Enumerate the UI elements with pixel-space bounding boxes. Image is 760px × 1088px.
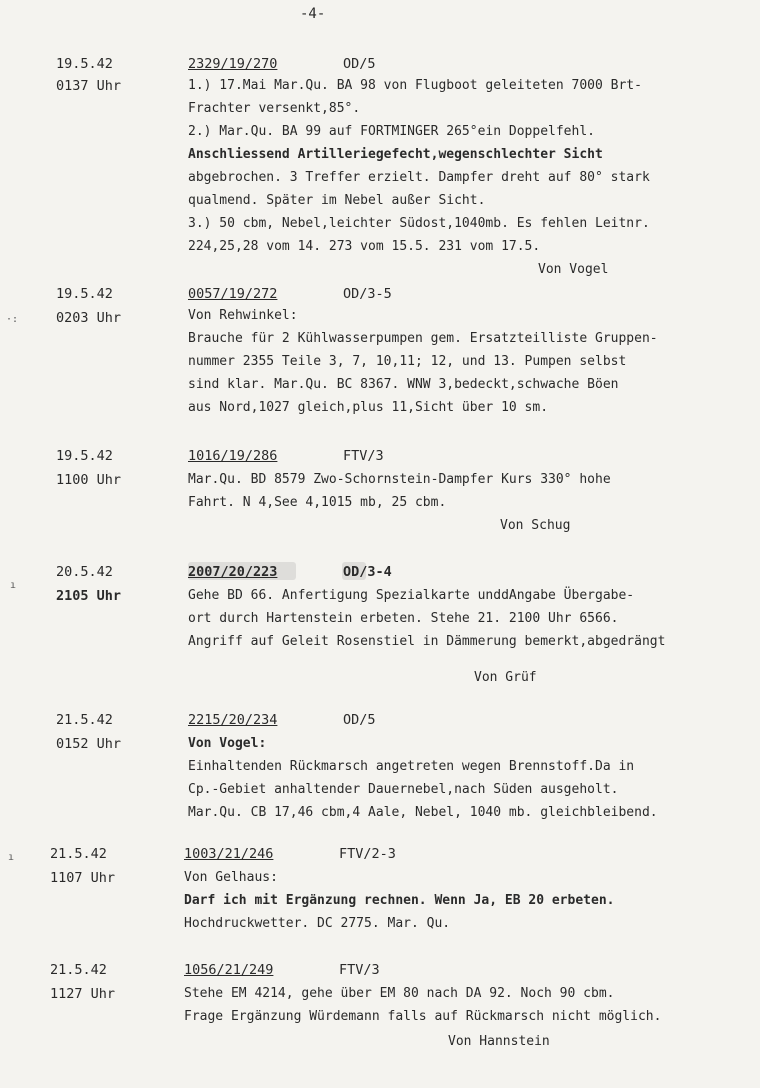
entry-classification: OD/3-5 (343, 286, 392, 302)
entry-reference: 1003/21/246 (184, 846, 274, 862)
entry-line: Frachter versenkt,85°. (188, 101, 361, 116)
entry-header (188, 712, 376, 728)
entry-line: 2.) Mar.Qu. BA 99 auf FORTMINGER 265°ein Doppelfehl. (188, 124, 595, 139)
entry-reference: 2007/20/223 (188, 564, 278, 580)
entry-date: 19.5.42 (56, 448, 113, 464)
entry-date: 21.5.42 (56, 712, 113, 728)
entry-line: qualmend. Später im Nebel außer Sicht. (188, 193, 486, 208)
entry-line: Stehe EM 4214, gehe über EM 80 nach DA 92. Noch 90 cbm. (184, 986, 615, 1001)
entry-line: ort durch Hartenstein erbeten. Stehe 21. 2100 Uhr 6566. (188, 611, 619, 626)
entry-line: Mar.Qu. BD 8579 Zwo-Schornstein-Dampfer Kurs 330° hohe (188, 472, 611, 487)
entry-text (188, 304, 658, 419)
entry-line: sind klar. Mar.Qu. BC 8367. WNW 3,bedeckt,schwache Böen (188, 377, 619, 392)
entry-header (188, 448, 384, 464)
entry-date: 19.5.42 (56, 56, 113, 72)
entry-date: 21.5.42 (50, 962, 107, 978)
entry-reference: 2215/20/234 (188, 712, 278, 728)
entry-line: Frage Ergänzung Würdemann falls auf Rückmarsch nicht möglich. (184, 1009, 662, 1024)
margin-mark: ı (8, 852, 15, 863)
entry-reference: 1016/19/286 (188, 448, 278, 464)
entry-line: Anschliessend Artilleriegefecht,wegenschlechter Sicht (188, 147, 603, 162)
entry-line: Von Vogel: (188, 736, 267, 751)
entry-text (188, 468, 611, 514)
entry-time: 0137 Uhr (56, 78, 122, 94)
entry-text (188, 74, 650, 258)
margin-mark: ı (10, 580, 17, 591)
entry-line: Von Gelhaus: (184, 870, 278, 885)
entry-signature: Von Grüf (474, 670, 537, 685)
entry-classification: OD/5 (343, 712, 376, 728)
entry-line: abgebrochen. 3 Treffer erzielt. Dampfer dreht auf 80° stark (188, 170, 650, 185)
entry-line: aus Nord,1027 gleich,plus 11,Sicht über 10 sm. (188, 400, 549, 415)
entry-time: 1100 Uhr (56, 472, 122, 488)
entry-text (184, 866, 614, 935)
entry-signature: Von Hannstein (448, 1034, 550, 1049)
entry-time: 1107 Uhr (50, 870, 116, 886)
entry-date: 19.5.42 (56, 286, 113, 302)
entry-classification: OD/5 (343, 56, 376, 72)
entry-line: Von Rehwinkel: (188, 308, 298, 323)
entry-reference: 1056/21/249 (184, 962, 274, 978)
entry-text (184, 982, 661, 1028)
entry-classification: FTV/2-3 (339, 846, 396, 862)
entry-time: 0152 Uhr (56, 736, 122, 752)
page-number: -4- (300, 6, 326, 22)
entry-line: Brauche für 2 Kühlwasserpumpen gem. Ersatzteilliste Gruppen- (188, 331, 658, 346)
entry-reference: 2329/19/270 (188, 56, 278, 72)
entry-line: nummer 2355 Teile 3, 7, 10,11; 12, und 13. Pumpen selbst (188, 354, 627, 369)
entry-date: 21.5.42 (50, 846, 107, 862)
entry-line: Gehe BD 66. Anfertigung Spezialkarte unddAngabe Übergabe- (188, 588, 635, 603)
entry-signature: Von Schug (500, 518, 571, 533)
entry-line: Fahrt. N 4,See 4,1015 mb, 25 cbm. (188, 495, 447, 510)
entry-signature: Von Vogel (538, 262, 609, 277)
entry-reference: 0057/19/272 (188, 286, 278, 302)
entry-text (188, 584, 665, 653)
entry-line: Cp.-Gebiet anhaltender Dauernebel,nach Süden ausgeholt. (188, 782, 619, 797)
entry-time: 2105 Uhr (56, 588, 122, 604)
entry-line: 1.) 17.Mai Mar.Qu. BA 98 von Flugboot geleiteten 7000 Brt- (188, 78, 642, 93)
entry-line: Mar.Qu. CB 17,46 cbm,4 Aale, Nebel, 1040 mb. gleichbleibend. (188, 805, 658, 820)
entry-date: 20.5.42 (56, 564, 113, 580)
entry-classification: FTV/3 (339, 962, 380, 978)
entry-header (188, 564, 392, 580)
margin-mark: ·: (6, 314, 19, 325)
entry-classification: OD/3-4 (343, 564, 392, 580)
entry-line: Angriff auf Geleit Rosenstiel in Dämmerung bemerkt,abgedrängt (188, 634, 666, 649)
entry-header (188, 56, 376, 72)
entry-line: 3.) 50 cbm, Nebel,leichter Südost,1040mb. Es fehlen Leitnr. (188, 216, 650, 231)
entry-time: 0203 Uhr (56, 310, 122, 326)
entry-header (184, 846, 396, 862)
entry-line: 224,25,28 vom 14. 273 vom 15.5. 231 vom 17.5. (188, 239, 541, 254)
entry-classification: FTV/3 (343, 448, 384, 464)
entry-line: Einhaltenden Rückmarsch angetreten wegen Brennstoff.Da in (188, 759, 635, 774)
entry-time: 1127 Uhr (50, 986, 116, 1002)
entry-header (188, 286, 392, 302)
entry-header (184, 962, 380, 978)
entry-text (188, 732, 658, 824)
entry-line: Hochdruckwetter. DC 2775. Mar. Qu. (184, 916, 451, 931)
entry-line: Darf ich mit Ergänzung rechnen. Wenn Ja, EB 20 erbeten. (184, 893, 615, 908)
